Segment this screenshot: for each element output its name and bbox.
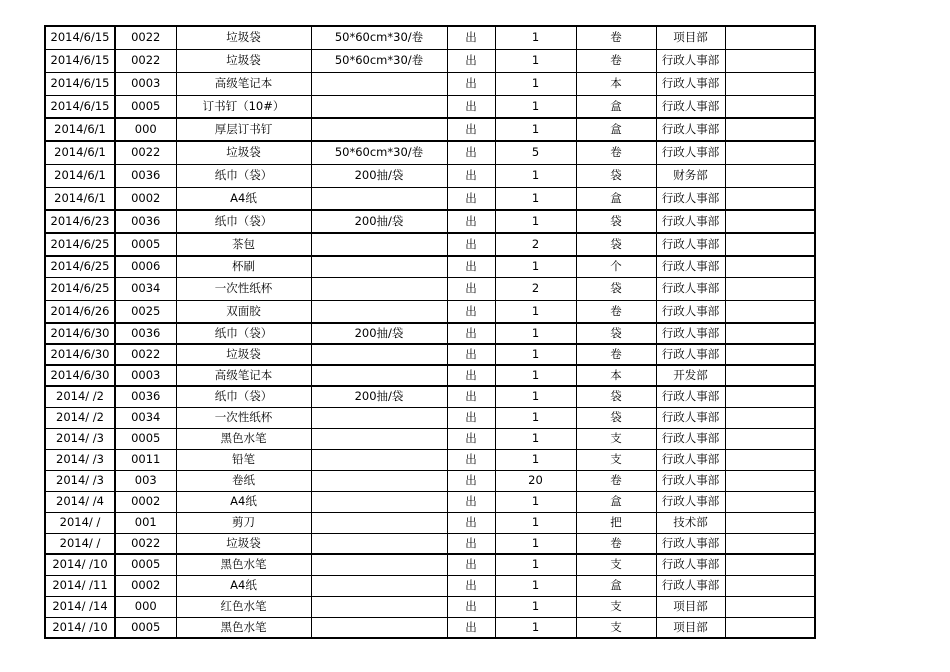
cell-quantity: 1 [495,72,576,95]
cell-direction: 出 [447,386,495,407]
cell-unit: 袋 [576,210,656,233]
cell-code: 0006 [115,256,176,277]
cell-quantity: 20 [495,470,576,491]
cell-date: 2014/6/15 [45,26,115,49]
cell-item-name: 厚层订书钉 [176,118,311,141]
cell-department: 行政人事部 [656,49,725,72]
cell-unit: 卷 [576,533,656,554]
cell-code: 000 [115,118,176,141]
cell-code: 000 [115,596,176,617]
cell-date: 2014/ /11 [45,575,115,596]
cell-quantity: 1 [495,533,576,554]
cell-quantity: 1 [495,344,576,365]
cell-date: 2014/6/30 [45,365,115,386]
cell-code: 0022 [115,26,176,49]
cell-note [725,533,815,554]
table-row [45,277,815,300]
cell-direction: 出 [447,491,495,512]
cell-quantity: 1 [495,449,576,470]
cell-department: 行政人事部 [656,118,725,141]
cell-note [725,617,815,638]
cell-quantity: 1 [495,210,576,233]
cell-unit: 支 [576,449,656,470]
cell-department: 项目部 [656,26,725,49]
cell-department: 行政人事部 [656,233,725,256]
cell-code: 0036 [115,164,176,187]
table-row [45,575,815,596]
cell-department: 行政人事部 [656,141,725,164]
cell-code: 0022 [115,141,176,164]
cell-spec [311,596,447,617]
cell-item-name: 纸巾（袋） [176,386,311,407]
cell-item-name: 黑色水笔 [176,617,311,638]
table-row [45,210,815,233]
cell-department: 行政人事部 [656,428,725,449]
cell-unit: 卷 [576,300,656,323]
cell-item-name: 纸巾（袋） [176,164,311,187]
cell-note [725,210,815,233]
cell-item-name: 高级笔记本 [176,72,311,95]
cell-quantity: 1 [495,164,576,187]
cell-note [725,386,815,407]
cell-spec [311,428,447,449]
cell-department: 行政人事部 [656,95,725,118]
cell-department: 项目部 [656,596,725,617]
table-row [45,323,815,344]
cell-unit: 把 [576,512,656,533]
cell-quantity: 1 [495,575,576,596]
cell-spec: 50*60cm*30/卷 [311,141,447,164]
cell-note [725,72,815,95]
cell-item-name: 剪刀 [176,512,311,533]
cell-code: 0022 [115,344,176,365]
cell-item-name: 一次性纸杯 [176,407,311,428]
cell-direction: 出 [447,72,495,95]
cell-item-name: 黑色水笔 [176,428,311,449]
cell-direction: 出 [447,210,495,233]
cell-item-name: A4纸 [176,491,311,512]
cell-date: 2014/6/25 [45,256,115,277]
cell-date: 2014/6/15 [45,95,115,118]
cell-item-name: 纸巾（袋） [176,210,311,233]
cell-spec [311,575,447,596]
table-row [45,386,815,407]
table-row [45,164,815,187]
cell-direction: 出 [447,118,495,141]
cell-note [725,141,815,164]
cell-quantity: 1 [495,617,576,638]
cell-direction: 出 [447,470,495,491]
cell-note [725,428,815,449]
cell-unit: 袋 [576,233,656,256]
cell-date: 2014/6/30 [45,323,115,344]
cell-spec [311,470,447,491]
cell-spec [311,72,447,95]
cell-item-name: 一次性纸杯 [176,277,311,300]
cell-unit: 袋 [576,407,656,428]
cell-unit: 卷 [576,26,656,49]
cell-item-name: 垃圾袋 [176,141,311,164]
cell-code: 0011 [115,449,176,470]
table-row [45,187,815,210]
cell-unit: 袋 [576,277,656,300]
cell-unit: 袋 [576,386,656,407]
cell-item-name: 红色水笔 [176,596,311,617]
table-row [45,428,815,449]
table-row [45,141,815,164]
cell-date: 2014/6/1 [45,118,115,141]
table-row [45,407,815,428]
cell-code: 0002 [115,575,176,596]
cell-unit: 盒 [576,491,656,512]
table-row [45,512,815,533]
cell-item-name: 茶包 [176,233,311,256]
cell-date: 2014/6/30 [45,344,115,365]
cell-direction: 出 [447,575,495,596]
cell-quantity: 1 [495,49,576,72]
cell-note [725,95,815,118]
cell-department: 行政人事部 [656,386,725,407]
cell-code: 0005 [115,233,176,256]
cell-date: 2014/ /10 [45,554,115,575]
cell-spec [311,491,447,512]
cell-code: 0005 [115,617,176,638]
cell-department: 项目部 [656,617,725,638]
cell-code: 0005 [115,428,176,449]
cell-quantity: 1 [495,323,576,344]
cell-date: 2014/6/15 [45,72,115,95]
cell-note [725,491,815,512]
cell-department: 行政人事部 [656,277,725,300]
cell-item-name: 双面胶 [176,300,311,323]
cell-unit: 袋 [576,323,656,344]
table-row [45,365,815,386]
cell-unit: 支 [576,617,656,638]
cell-quantity: 1 [495,118,576,141]
cell-item-name: 杯刷 [176,256,311,277]
cell-code: 0025 [115,300,176,323]
cell-date: 2014/6/23 [45,210,115,233]
cell-direction: 出 [447,512,495,533]
cell-unit: 盒 [576,575,656,596]
cell-note [725,187,815,210]
cell-unit: 卷 [576,141,656,164]
cell-date: 2014/ /3 [45,428,115,449]
cell-date: 2014/6/15 [45,49,115,72]
cell-direction: 出 [447,617,495,638]
cell-note [725,554,815,575]
cell-direction: 出 [447,26,495,49]
cell-date: 2014/6/26 [45,300,115,323]
cell-item-name: 卷纸 [176,470,311,491]
cell-direction: 出 [447,95,495,118]
cell-direction: 出 [447,187,495,210]
cell-department: 行政人事部 [656,533,725,554]
cell-note [725,233,815,256]
cell-note [725,300,815,323]
cell-unit: 盒 [576,187,656,210]
cell-spec: 200抽/袋 [311,210,447,233]
cell-direction: 出 [447,428,495,449]
cell-direction: 出 [447,49,495,72]
cell-code: 0036 [115,210,176,233]
cell-note [725,277,815,300]
cell-unit: 支 [576,596,656,617]
cell-spec: 50*60cm*30/卷 [311,49,447,72]
cell-direction: 出 [447,533,495,554]
cell-direction: 出 [447,141,495,164]
cell-quantity: 1 [495,596,576,617]
cell-department: 技术部 [656,512,725,533]
table-row [45,72,815,95]
cell-code: 0005 [115,95,176,118]
cell-quantity: 1 [495,407,576,428]
cell-item-name: 纸巾（袋） [176,323,311,344]
cell-date: 2014/6/25 [45,277,115,300]
cell-spec [311,277,447,300]
cell-item-name: 垃圾袋 [176,49,311,72]
cell-code: 0002 [115,187,176,210]
cell-department: 行政人事部 [656,407,725,428]
table-row [45,26,815,49]
cell-code: 003 [115,470,176,491]
table-row [45,233,815,256]
cell-item-name: 垃圾袋 [176,533,311,554]
cell-unit: 卷 [576,344,656,365]
cell-item-name: 黑色水笔 [176,554,311,575]
cell-department: 行政人事部 [656,575,725,596]
cell-note [725,575,815,596]
table-row [45,95,815,118]
cell-spec: 200抽/袋 [311,323,447,344]
cell-direction: 出 [447,164,495,187]
cell-spec: 200抽/袋 [311,386,447,407]
table-row [45,256,815,277]
cell-code: 0003 [115,365,176,386]
cell-quantity: 2 [495,277,576,300]
cell-direction: 出 [447,596,495,617]
cell-code: 0002 [115,491,176,512]
cell-spec [311,118,447,141]
cell-department: 行政人事部 [656,300,725,323]
cell-unit: 本 [576,365,656,386]
cell-code: 0005 [115,554,176,575]
cell-spec [311,512,447,533]
cell-item-name: A4纸 [176,575,311,596]
cell-spec [311,554,447,575]
cell-department: 开发部 [656,365,725,386]
cell-code: 0022 [115,49,176,72]
cell-unit: 盒 [576,118,656,141]
cell-department: 行政人事部 [656,344,725,365]
table-row [45,596,815,617]
cell-spec [311,344,447,365]
cell-direction: 出 [447,344,495,365]
cell-unit: 卷 [576,470,656,491]
cell-quantity: 2 [495,233,576,256]
cell-item-name: 高级笔记本 [176,365,311,386]
cell-department: 行政人事部 [656,323,725,344]
cell-department: 行政人事部 [656,449,725,470]
cell-quantity: 1 [495,300,576,323]
cell-spec [311,187,447,210]
cell-date: 2014/6/1 [45,187,115,210]
cell-date: 2014/ /4 [45,491,115,512]
cell-spec [311,533,447,554]
cell-spec [311,300,447,323]
cell-note [725,323,815,344]
table-row [45,554,815,575]
cell-department: 财务部 [656,164,725,187]
cell-quantity: 1 [495,554,576,575]
table-row [45,300,815,323]
cell-code: 0022 [115,533,176,554]
cell-code: 001 [115,512,176,533]
table-row [45,49,815,72]
cell-spec: 200抽/袋 [311,164,447,187]
cell-direction: 出 [447,554,495,575]
cell-date: 2014/ / [45,512,115,533]
cell-date: 2014/ /2 [45,386,115,407]
cell-department: 行政人事部 [656,554,725,575]
cell-date: 2014/ /3 [45,470,115,491]
cell-spec [311,365,447,386]
cell-note [725,344,815,365]
cell-quantity: 1 [495,365,576,386]
cell-date: 2014/ /14 [45,596,115,617]
table-row [45,344,815,365]
cell-note [725,512,815,533]
cell-direction: 出 [447,407,495,428]
cell-date: 2014/6/1 [45,141,115,164]
table-row [45,118,815,141]
table-row [45,491,815,512]
cell-note [725,470,815,491]
cell-code: 0036 [115,323,176,344]
cell-spec: 50*60cm*30/卷 [311,26,447,49]
cell-note [725,164,815,187]
cell-spec [311,95,447,118]
cell-item-name: 垃圾袋 [176,344,311,365]
cell-quantity: 1 [495,256,576,277]
cell-code: 0036 [115,386,176,407]
cell-department: 行政人事部 [656,210,725,233]
cell-quantity: 1 [495,95,576,118]
cell-direction: 出 [447,277,495,300]
cell-spec [311,407,447,428]
table-row [45,617,815,638]
cell-note [725,26,815,49]
cell-note [725,365,815,386]
cell-quantity: 1 [495,491,576,512]
table-row [45,449,815,470]
cell-quantity: 1 [495,386,576,407]
cell-direction: 出 [447,233,495,256]
cell-quantity: 1 [495,428,576,449]
cell-item-name: 铅笔 [176,449,311,470]
cell-note [725,256,815,277]
cell-unit: 支 [576,428,656,449]
cell-quantity: 5 [495,141,576,164]
cell-date: 2014/6/25 [45,233,115,256]
cell-unit: 个 [576,256,656,277]
cell-department: 行政人事部 [656,256,725,277]
cell-quantity: 1 [495,512,576,533]
cell-unit: 卷 [576,49,656,72]
cell-date: 2014/ /2 [45,407,115,428]
cell-unit: 盒 [576,95,656,118]
cell-item-name: A4纸 [176,187,311,210]
cell-note [725,49,815,72]
cell-spec [311,233,447,256]
cell-direction: 出 [447,256,495,277]
cell-date: 2014/ /10 [45,617,115,638]
cell-spec [311,449,447,470]
cell-note [725,596,815,617]
cell-note [725,449,815,470]
cell-date: 2014/6/1 [45,164,115,187]
cell-note [725,407,815,428]
cell-note [725,118,815,141]
cell-unit: 本 [576,72,656,95]
cell-item-name: 垃圾袋 [176,26,311,49]
cell-unit: 支 [576,554,656,575]
cell-item-name: 订书钉（10#） [176,95,311,118]
cell-quantity: 1 [495,26,576,49]
cell-direction: 出 [447,300,495,323]
cell-department: 行政人事部 [656,491,725,512]
cell-code: 0003 [115,72,176,95]
cell-date: 2014/ /3 [45,449,115,470]
cell-unit: 袋 [576,164,656,187]
cell-direction: 出 [447,449,495,470]
cell-spec [311,256,447,277]
cell-department: 行政人事部 [656,187,725,210]
ledger-table [44,25,816,639]
cell-spec [311,617,447,638]
table-row [45,533,815,554]
cell-code: 0034 [115,277,176,300]
cell-direction: 出 [447,323,495,344]
cell-department: 行政人事部 [656,72,725,95]
cell-date: 2014/ / [45,533,115,554]
cell-department: 行政人事部 [656,470,725,491]
cell-direction: 出 [447,365,495,386]
cell-code: 0034 [115,407,176,428]
table-row [45,470,815,491]
cell-quantity: 1 [495,187,576,210]
